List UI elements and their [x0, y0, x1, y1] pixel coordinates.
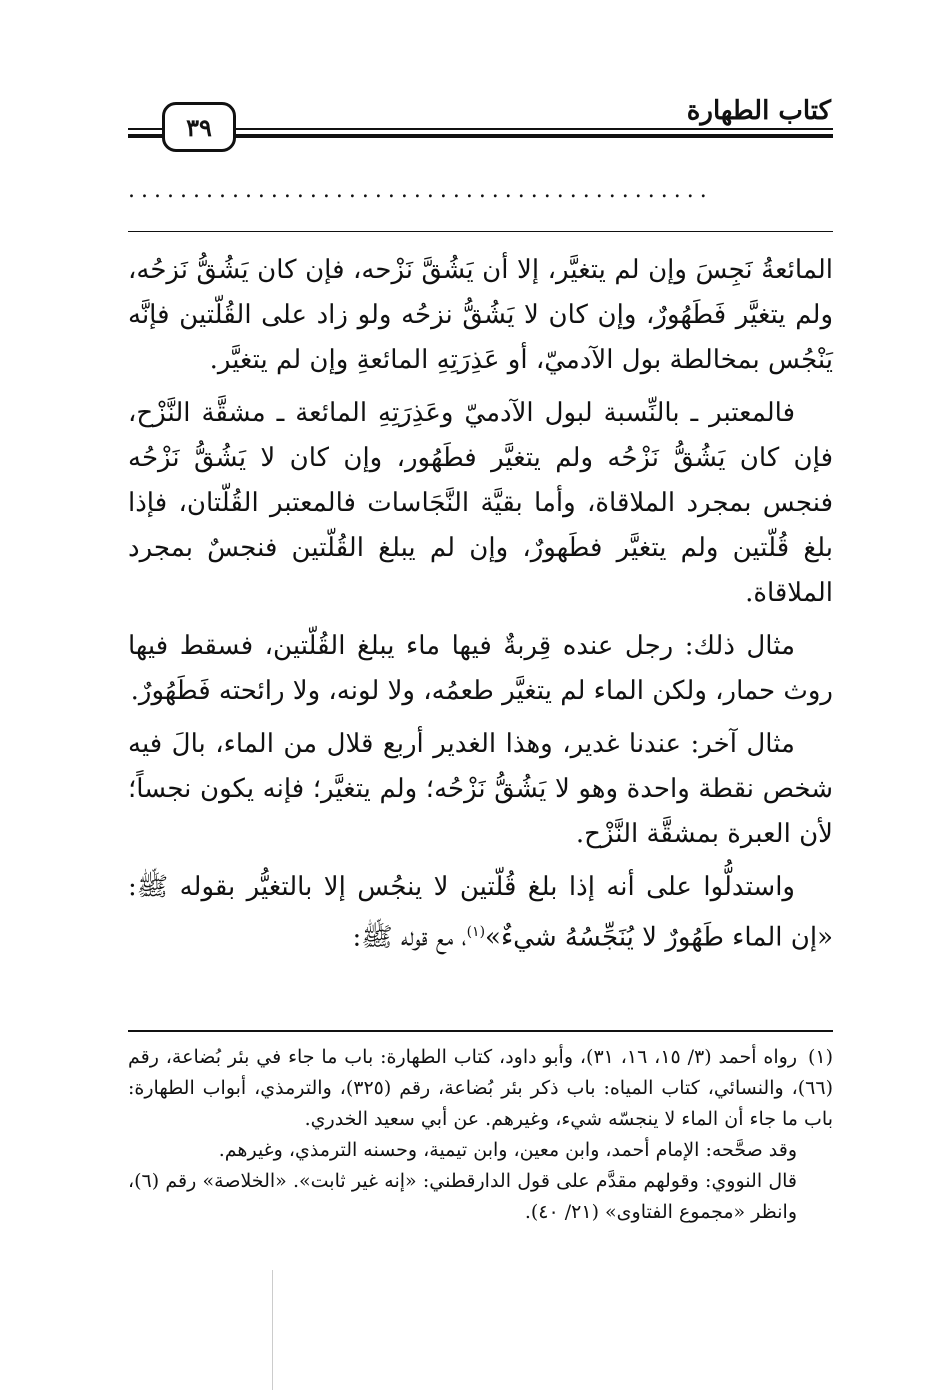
binding-margin-line [272, 1270, 273, 1390]
paragraph-1: المائعةُ نَجِسَ وإن لم يتغيَّر، إلا أن يَشُقَّ نَزْحه، فإن كان يَشُقُّ نَزحُه، ولم يتغيَّر فَطَهُورٌ، وإن كان لا يَشُقُّ نزحُه ولو زاد على القُلّتين فإنَّه يَنْجُس بمخالطة بول الآدميّ، أو عَذِرَتِهِ المائعةِ وإن لم يتغيَّر. [128, 255, 833, 375]
page-number-box [162, 102, 236, 152]
footnote-ref: (١) [466, 924, 486, 940]
paragraph-3: مثال ذلك: رجل عنده قِربةٌ فيها ماء يبلغ القُلّتين، فسقط فيها روث حمار، ولكن الماء لم يتغيَّر طعمُه، ولا لونه، ولا رائحته فَطَهُورٌ. [128, 631, 833, 706]
paragraph-2: فالمعتبر ـ بالنِّسبة لبول الآدميّ وعَذِرَتِهِ المائعة ـ مشقَّة النَّزْح، فإن كان يَشُقُّ نَزْحُه ولم يتغيَّر فطَهُور، وإن كان لا يَشُقُّ نَزْحُه فنجس بمجرد الملاقاة، وأما بقيَّة النَّجَاسات فالمعتبر القُلّتان، فإذا بلغ قُلّتين ولم يتغيَّر فطَهورٌ، وإن لم يبلغ القُلّتين فنجسٌ بمجرد الملاقاة. [128, 398, 833, 608]
page-number: ٣٩ [186, 112, 212, 142]
paragraph-5 [128, 865, 833, 961]
main-text [128, 248, 833, 969]
footnote-mark: (١) [807, 1046, 833, 1068]
footnote-1-text: رواه أحمد (٣/ ١٥، ١٦، ٣١)، وأبو داود، كتاب الطهارة: باب ما جاء في بئر بُضاعة، رقم (٦٦)، والنسائي، كتاب المياه: باب ذكر بئر بُضاعة، رقم (٣٢٥)، والترمذي، أبواب الطهارة: باب ما جاء أن الماء لا ينجسّه شيء، وغيرهم. عن أبي سعيد الخدري. [128, 1046, 833, 1130]
footnotes [128, 1042, 833, 1228]
paragraph-5-text: واستدلُّوا على أنه إذا بلغ قُلّتين لا ينجُس إلا بالتغيُّر بقوله ﷺ: «إن الماء طَهُورٌ لا يُنَجِّسُهُ شيءٌ» [128, 872, 833, 953]
text-top-rule [128, 231, 833, 232]
running-head: كتاب الطهارة [686, 96, 831, 126]
separator-dots: ............................................. [128, 178, 713, 203]
footnote-2: وقد صحَّحه: الإمام أحمد، وابن معين، وابن تيمية، وحسنه الترمذي، وغيرهم. [218, 1139, 797, 1161]
paragraph-5-tail: ، مع قوله ﷺ: [352, 922, 467, 953]
paragraph-4: مثال آخر: عندنا غدير، وهذا الغدير أربع قلال من الماء، بالَ فيه شخص نقطة واحدة وهو لا يَشُقُّ نَزْحُه؛ ولم يتغيَّر؛ فإنه يكون نجساً؛ لأن العبرة بمشقَّة النَّزْح. [128, 729, 833, 849]
footnote-separator [128, 1030, 833, 1032]
footnote-1 [128, 1042, 833, 1135]
footnote-3: قال النووي: وقولهم مقدَّم على قول الدارقطني: «إنه غير ثابت». «الخلاصة» رقم (٦)، وانظر «مجموع الفتاوى» (٢١/ ٤٠). [128, 1170, 797, 1223]
